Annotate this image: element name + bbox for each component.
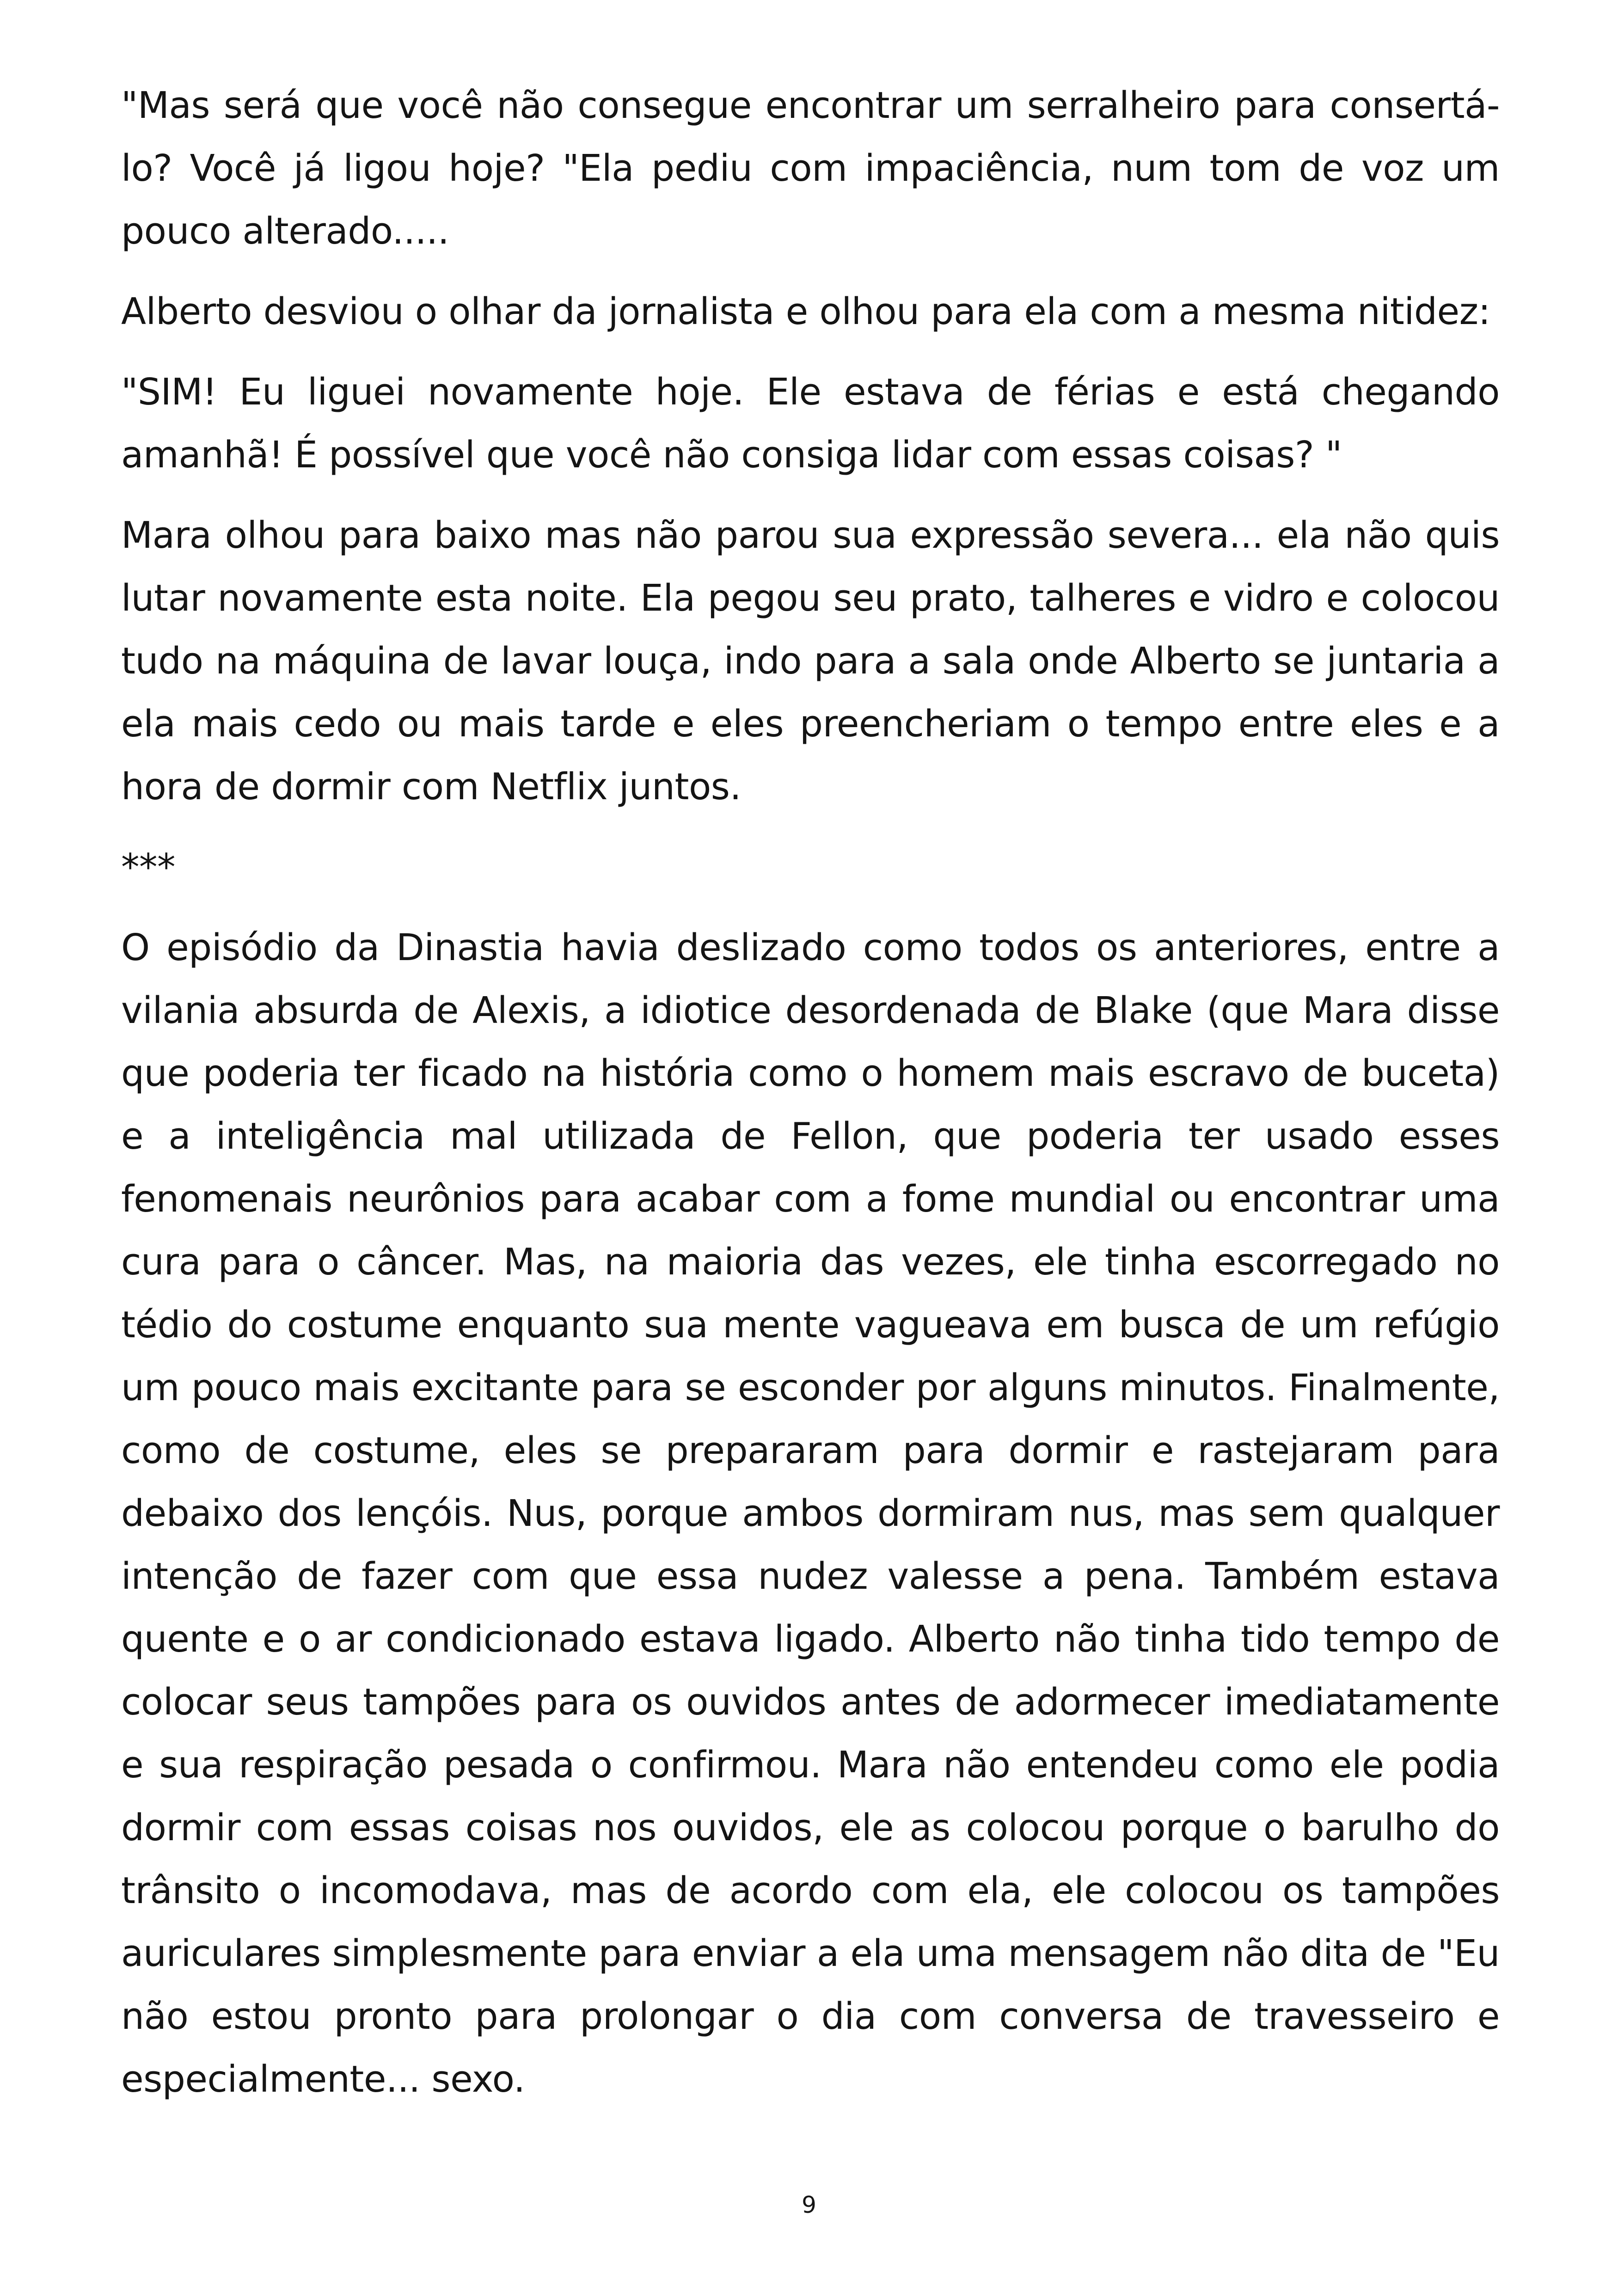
paragraph-dialogue-alberto: "SIM! Eu liguei novamente hoje. Ele estava de férias e está chegando amanhã! É possível que você não consiga lidar com essas coisas? "	[121, 371, 1500, 476]
scene-break: ***	[121, 846, 175, 888]
paragraph-mara-kitchen: Mara olhou para baixo mas não parou sua expressão severa... ela não quis lutar novamente esta noite. Ela pegou seu prato, talheres e vidro e colocou tudo na máquina de lavar louça, indo para a sala onde Alberto se juntaria a ela mais cedo ou mais tarde e eles preencheriam o tempo entre eles e a hora de dormir com Netflix juntos.	[121, 514, 1500, 808]
paragraph-dynasty-episode: O episódio da Dinastia havia deslizado como todos os anteriores, entre a vilania absurda de Alexis, a idiotice desordenada de Blake (que Mara disse que poderia ter ficado na história como o homem mais escravo de buceta) e a inteligência mal utilizada de Fellon, que poderia ter usado esses fenomenais neurônios para acabar com a fome mundial ou encontrar uma cura para o câncer. Mas, na maioria das vezes, ele tinha escorregado no tédio do costume enquanto sua mente vagueava em busca de um refúgio um pouco mais excitante para se esconder por alguns minutos. Finalmente, como de costume, eles se prepararam para dormir e rastejaram para debaixo dos lençóis. Nus, porque ambos dormiram nus, mas sem qualquer intenção de fazer com que essa nudez valesse a pena. Também estava quente e o ar condicionado estava ligado. Alberto não tinha tido tempo de colocar seus tampões para os ouvidos antes de adormecer imediatamente e sua respiração pesada o confirmou. Mara não entendeu como ele podia dormir com essas coisas nos ouvidos, ele as colocou porque o barulho do trânsito o incomodava, mas de acordo com ela, ele colocou os tampões auriculares simplesmente para enviar a ela uma mensagem não dita de "Eu não estou pronto para prolongar o dia com conversa de travesseiro e especialmente... sexo.	[121, 926, 1500, 2100]
paragraph-alberto-glance: Alberto desviou o olhar da jornalista e olhou para ela com a mesma nitidez:	[121, 290, 1490, 333]
body-text	[121, 74, 1500, 2111]
page-number: 9	[802, 2192, 816, 2218]
paragraph-dialogue-mara: "Mas será que você não consegue encontrar um serralheiro para consertá-lo? Você já ligou hoje? "Ela pediu com impaciência, num tom de voz um pouco alterado.....	[121, 84, 1500, 252]
